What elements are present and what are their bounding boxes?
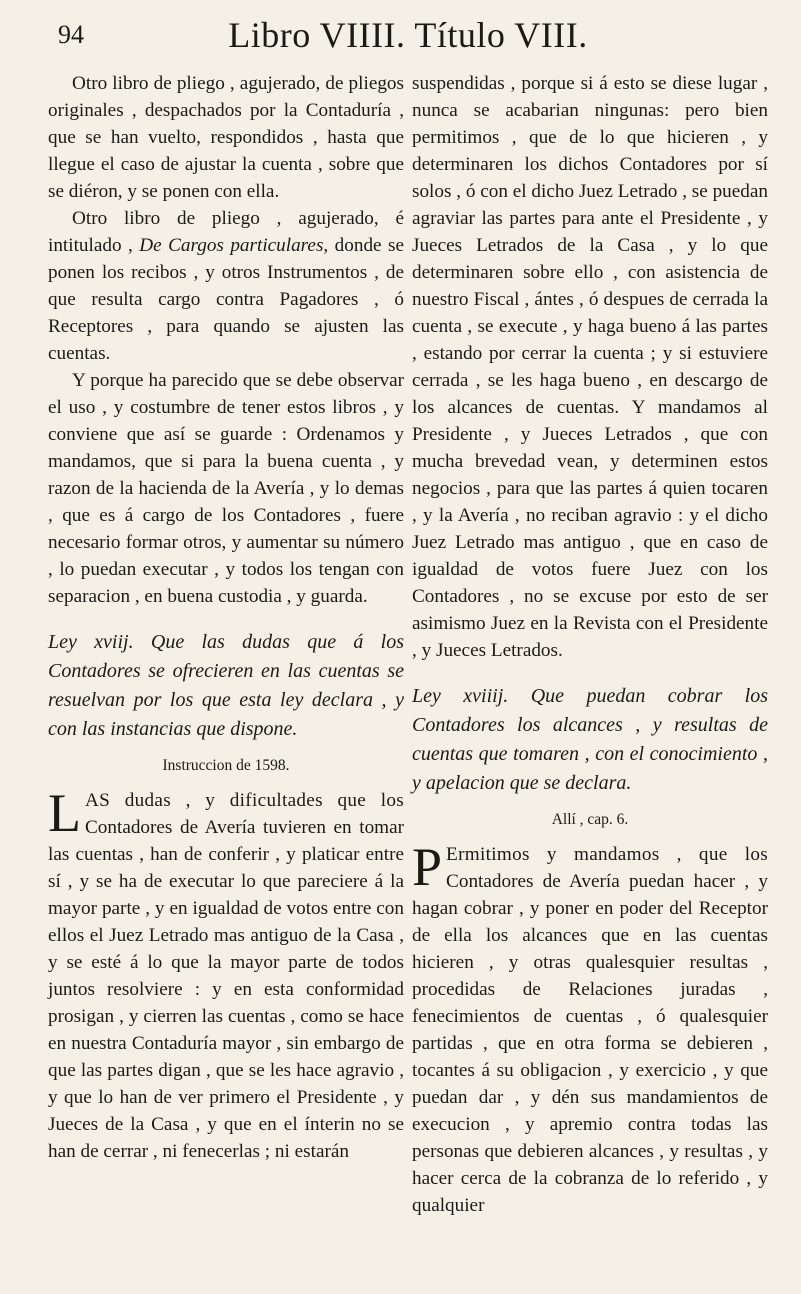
source-citation: Allí , cap. 6.: [551, 811, 629, 828]
source-citation: Instruccion de 1598.: [162, 757, 290, 774]
paragraph-text: Ermitimos y mandamos , que los: [446, 844, 768, 865]
paragraph-text: Contadores de Avería puedan hacer , y hagan cobrar , y poner en poder del Receptor de ella los alcances que en las cuentas hicieren , y otras qualesquier resultas , procedidas de Relaciones juradas , fenecimientos de cuentas , ó qualesquier partidas , que en otra forma se debieren , tocantes á su obligacion , y exercicio , y que puedan dar , y dén sus mandamientos de execucion , y apremio contra todas las personas que debieren alcances , y resultas , y hacer cerca de la cobranza de lo referido , y qualquier: [412, 871, 768, 1216]
book-title: De Cargos particulares: [139, 235, 324, 256]
paragraph-text: Contadores de Avería tuvieren en tomar las cuentas , han de conferir , y platicar entre sí , y se ha de executar lo que pareciere á la mayor parte , y en igualdad de votos entre con ellos el Juez Letrado mas antiguo de la Casa , y se esté á lo que la mayor parte de todos juntos resolviere : y en esta conformidad prosigan , y cierren las cuentas , como se hace en nuestra Contaduría mayor , sin embargo de que las partes digan , que se les hace agravio , y que lo han de ver primero el Presidente , y Jueces de la Casa , y que en el ínterin no se han de cerrar , ni fenecerlas ; ni estarán: [48, 817, 404, 1162]
running-head: Libro VIIII. Título VIII.: [228, 15, 588, 55]
right-column: [412, 70, 768, 1219]
drop-cap: P: [412, 837, 443, 897]
drop-cap: L: [48, 783, 81, 843]
law-title: Ley xviiij. Que puedan cobrar los Contadores los alcances , y resultas de cuentas que tomaren , con el conocimiento , y apelacion que se declara.: [412, 685, 768, 794]
page-number: 94: [58, 20, 84, 49]
paragraph: Y porque ha parecido que se debe observar el uso , y costumbre de tener estos libros , y conviene que así se guarde : Ordenamos y mandamos, que si para la buena cuenta , y razon de la hacienda de la Avería , y lo demas , que es á cargo de los Contadores , fuere necesario formar otros, y aumentar su número , lo puedan executar , y todos los tengan con separacion , en buena custodia , y guarda.: [48, 370, 404, 607]
paragraph: Otro libro de pliego , agujerado, de pliegos originales , despachados por la Contaduría , que se han vuelto, respondidos , hasta que llegue el caso de ajustar la cuenta , sobre que se diéron, y se ponen con ella.: [48, 73, 404, 202]
paragraph: [48, 205, 404, 367]
paragraph-text: Otro libro de pliego , agujerado, é intitulado ,: [48, 208, 404, 256]
paragraph-text: , donde se ponen los recibos , y otros Instrumentos , de que resulta cargo contra Pagadores , ó Receptores , para quando se ajusten las cuentas.: [48, 235, 404, 364]
paragraph: [48, 783, 404, 1165]
paragraph: suspendidas , porque si á esto se diese lugar , nunca se acabarian ningunas: pero bien permitimos , que de lo que hicieren , y determinaren los dichos Contadores por sí solos , ó con el dicho Juez Letrado , se puedan agraviar las partes para ante el Presidente , y Jueces Letrados de la Casa , y lo que determinaren sobre ello , con asistencia de nuestro Fiscal , ántes , ó despues de cerrada la cuenta , se execute , y haga bueno á las partes , estando por cerrar la cuenta ; y si estuviere cerrada , se les haga bueno , en descargo de los alcances de cuentas. Y mandamos al Presidente , y Jueces Letrados , que con mucha brevedad vean, y determinen estos negocios , para que las partes á quien tocaren , y la Avería , no reciban agravio : y el dicho Juez Letrado mas antiguo , que en caso de igualdad de votos fuere Juez con los Contadores , no se excuse por esto de ser asimismo Juez en la Revista con el Presidente , y Jueces Letrados.: [412, 73, 768, 661]
paragraph-text: AS dudas , y dificultades que los: [85, 790, 404, 811]
left-column: [48, 70, 404, 1165]
paragraph: [412, 837, 768, 1219]
law-title: Ley xviij. Que las dudas que á los Contadores se ofrecieren en las cuentas se resuelvan por los que esta ley declara , y con las instancias que dispone.: [48, 631, 404, 740]
page-header: [58, 14, 758, 64]
